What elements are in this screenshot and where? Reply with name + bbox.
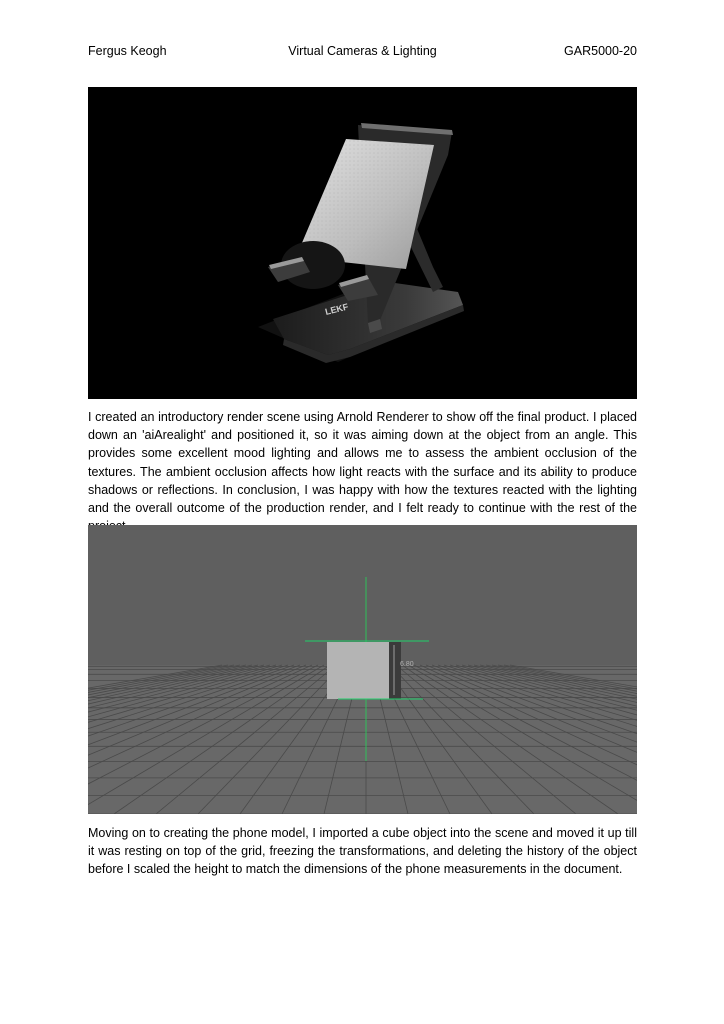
stand-brand-label: LEKF	[324, 301, 350, 317]
page-header	[88, 44, 637, 62]
paragraph-phone-model: Moving on to creating the phone model, I imported a cube object into the scene and moved it up till it was resting on top of the grid, freezing the transformations, and deleting the history of the object before I scaled the height to match the dimensions of the phone measurements in the document.	[88, 826, 637, 877]
viewport-image-cube	[88, 525, 637, 814]
paragraph-render: I created an introductory render scene using Arnold Renderer to show off the final product. I placed down an 'aiArealight' and positioned it, so it was aiming down at the object from an angle. This provides some excellent mood lighting and allows me to assess the ambient occlusion of the textures. The ambient occlusion affects how light reacts with the surface and its ability to produce shadows or reflections. In conclusion, I was happy with how the textures reacted with the lighting and the overall outcome of the production render, and I felt ready to continue with the rest of the	[88, 410, 637, 516]
module-code: GAR5000-20	[564, 44, 637, 58]
author-name: Fergus Keogh	[88, 44, 167, 58]
render-image-phone-stand	[88, 87, 637, 399]
document-title: Virtual Cameras & Lighting	[288, 44, 437, 58]
cube-object	[327, 642, 389, 699]
cube-dimension-label: 6.80	[400, 661, 414, 668]
